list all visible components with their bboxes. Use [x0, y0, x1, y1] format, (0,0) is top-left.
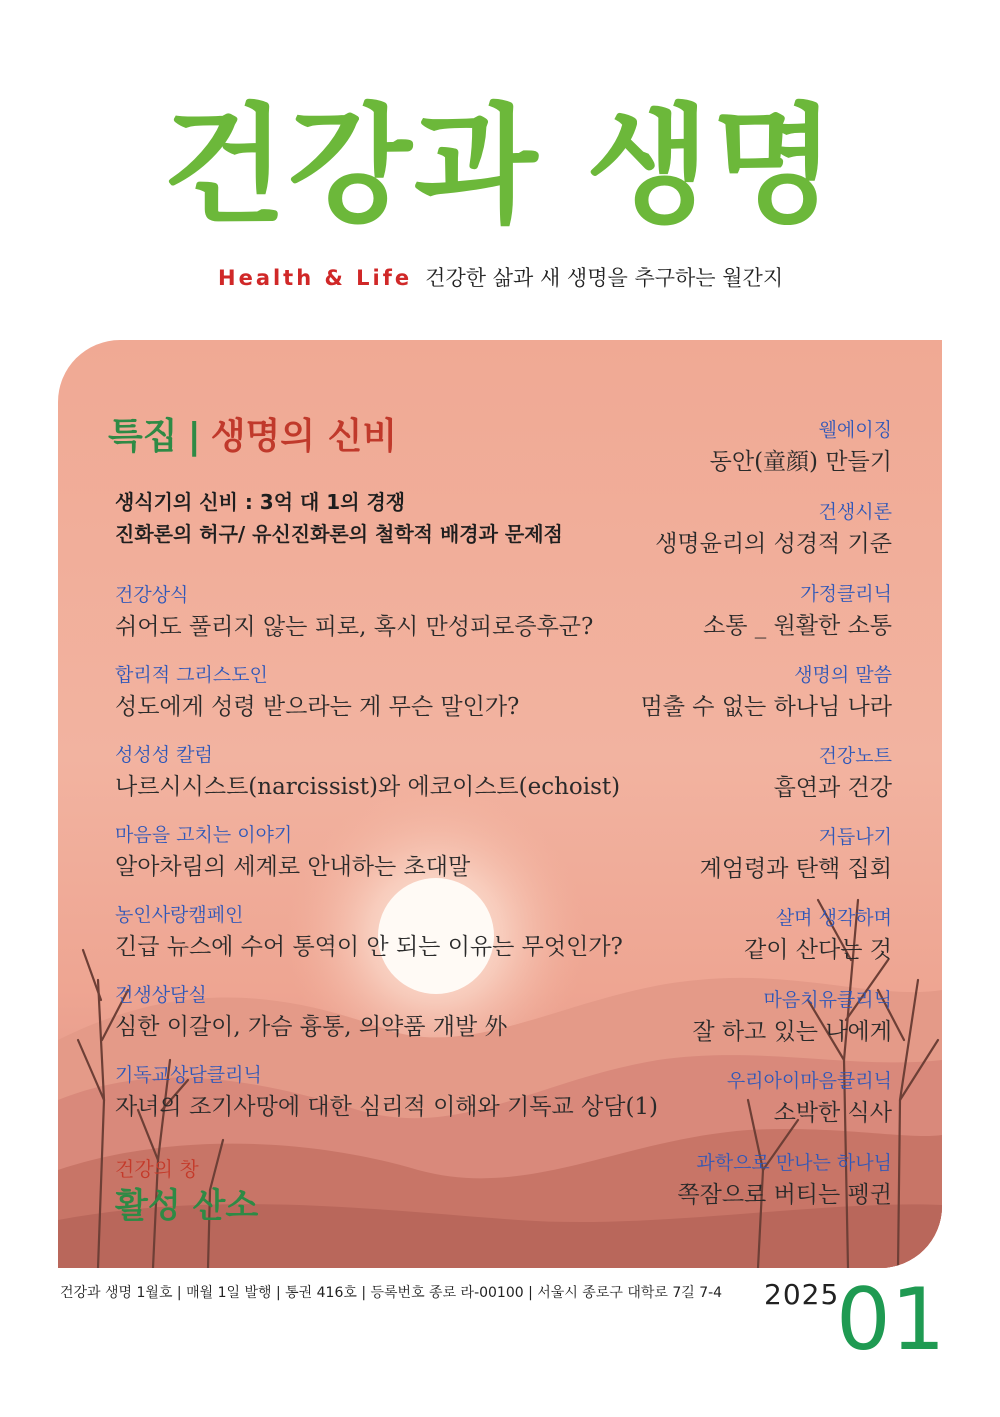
section-title: 계엄령과 탄핵 집회	[699, 856, 892, 882]
feature-line-2: 진화론의 허구/ 유신진화론의 철학적 배경과 문제점	[115, 522, 563, 546]
tagline-english: Health & Life	[218, 266, 413, 290]
section-label: 우리아이마음클리닉	[726, 1070, 892, 1092]
masthead	[0, 92, 1000, 242]
section-title: 소통 _ 원활한 소통	[703, 613, 892, 639]
magazine-title: 건강과 생명	[162, 92, 838, 241]
section-label: 건강노트	[818, 745, 892, 767]
section-label: 마음치유클리닉	[763, 989, 892, 1011]
section-label: 성성성 칼럼	[115, 744, 213, 766]
section-title: 흡연과 건강	[773, 775, 892, 801]
cover-illustration	[58, 340, 942, 1268]
section-title: 알아차림의 세계로 안내하는 초대말	[115, 854, 471, 880]
section-label: 과학으로 만나는 하나님	[696, 1152, 892, 1174]
section-label: 생명의 말씀	[794, 664, 892, 686]
section-title: 자녀의 조기사망에 대한 심리적 이해와 기독교 상담(1)	[115, 1094, 659, 1120]
section-title: 심한 이갈이, 가슴 흉통, 의약품 개발 外	[115, 1014, 508, 1040]
issue-year: 2025	[764, 1278, 840, 1311]
section-title: 멈출 수 없는 하나님 나라	[640, 694, 892, 720]
section-label: 건생시론	[818, 501, 892, 523]
section-title: 동안(童顔) 만들기	[709, 449, 892, 475]
section-label: 웰에이징	[818, 419, 892, 441]
section-label: 기독교상담클리닉	[115, 1064, 262, 1086]
section-label: 건생상담실	[115, 984, 207, 1006]
section-label: 가정클리닉	[800, 583, 892, 605]
section-label: 마음을 고치는 이야기	[115, 824, 293, 846]
section-title: 나르시시스트(narcissist)와 에코이스트(echoist)	[115, 774, 621, 800]
section-label: 농인사랑캠페인	[115, 904, 244, 926]
feature-line-1: 생식기의 신비 : 3억 대 1의 경쟁	[115, 490, 406, 514]
section-title: 긴급 뉴스에 수어 통역이 안 되는 이유는 무엇인가?	[115, 934, 623, 960]
section-title: 같이 산다는 것	[744, 937, 892, 963]
section-title: 생명윤리의 성경적 기준	[655, 531, 892, 557]
issue-number: 01	[836, 1270, 946, 1370]
section-label: 건강상식	[115, 584, 189, 606]
section-title: 쪽잠으로 버티는 펭귄	[677, 1182, 892, 1208]
tagline-korean: 건강한 삶과 새 생명을 추구하는 월간지	[425, 266, 784, 290]
window-section-title: 활성 산소	[115, 1186, 259, 1226]
publication-info: 건강과 생명 1월호 | 매월 1일 발행 | 통권 416호 | 등록번호 종로 라-00100 | 서울시 종로구 대학로 7길 7-4	[60, 1285, 723, 1301]
section-label: 합리적 그리스도인	[115, 664, 268, 686]
sunset-landscape	[58, 340, 942, 1268]
feature-separator: |	[187, 416, 201, 457]
section-title: 쉬어도 풀리지 않는 피로, 혹시 만성피로증후군?	[115, 614, 594, 640]
section-label: 거듭나기	[818, 826, 892, 848]
feature-label: 특집	[108, 416, 178, 457]
window-section-label: 건강의 창	[115, 1157, 199, 1181]
feature-title: 생명의 신비	[210, 416, 398, 457]
section-title: 소박한 식사	[773, 1100, 892, 1126]
section-title: 잘 하고 있는 나에게	[692, 1019, 892, 1045]
tagline	[218, 262, 918, 292]
section-label: 살며 생각하며	[775, 907, 892, 929]
section-title: 성도에게 성령 받으라는 게 무슨 말인가?	[115, 694, 520, 720]
feature-header	[108, 408, 397, 459]
